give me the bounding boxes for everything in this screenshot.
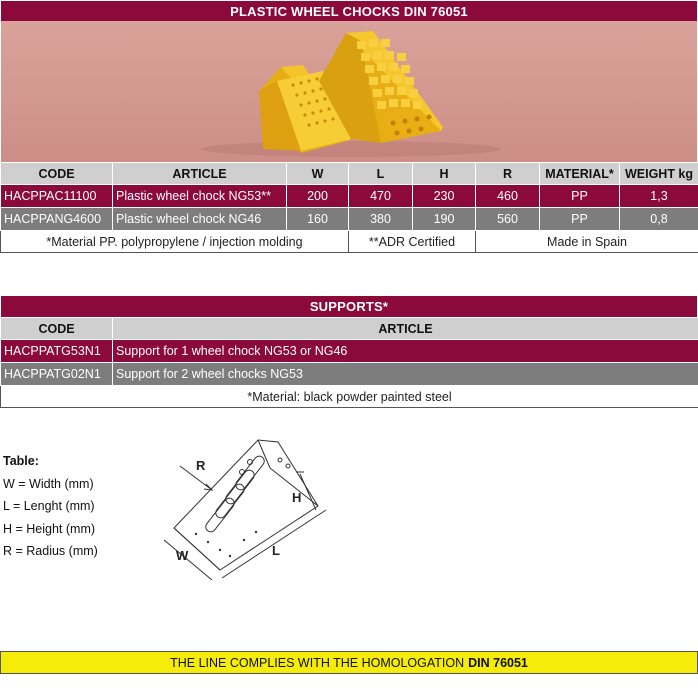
cell-w: 160 [287,208,349,231]
supports-material-note: *Material: black powder painted steel [1,386,698,408]
notes-row [1,231,698,253]
cell-material: PP [540,185,620,208]
table-row [1,363,698,386]
cell-weight: 1,3 [620,185,698,208]
cell-article: Support for 2 wheel chocks NG53 [113,363,698,386]
cell-code: HACPPATG02N1 [1,363,113,386]
cell-w: 200 [287,185,349,208]
cell-code: HACPPATG53N1 [1,340,113,363]
header-l: L [349,163,413,185]
footer-din: DIN 76051 [468,655,528,670]
label-r: R [196,458,206,473]
cell-article: Plastic wheel chock NG46 [113,208,287,231]
footer-text: THE LINE COMPLIES WITH THE HOMOLOGATION [170,655,465,670]
homologation-footer [0,651,698,674]
supports-table [0,317,698,408]
wheel-chocks-table [0,162,698,253]
cell-l: 380 [349,208,413,231]
cell-h: 230 [413,185,476,208]
material-note: *Material PP. polypropylene / injection molding [1,231,349,253]
origin-note: Made in Spain [476,231,698,253]
wheel-chocks-title: PLASTIC WHEEL CHOCKS DIN 76051 [1,1,697,21]
cell-code: HACPPANG4600 [1,208,113,231]
legend-item-radius: R = Radius (mm) [3,544,98,558]
adr-note: **ADR Certified [349,231,476,253]
wheel-chock-illustration [1,21,697,162]
product-photo [1,21,697,162]
cell-material: PP [540,208,620,231]
cell-r: 460 [476,185,540,208]
cell-weight: 0,8 [620,208,698,231]
header-material: MATERIAL* [540,163,620,185]
cell-l: 470 [349,185,413,208]
header-weight: WEIGHT kg [620,163,698,185]
label-l: L [272,543,280,558]
table-header-row [1,318,698,340]
label-w: W [176,548,189,563]
table-header-row [1,163,698,185]
supports-title: SUPPORTS* [1,296,697,317]
cell-article: Plastic wheel chock NG53** [113,185,287,208]
table-row [1,185,698,208]
header-h: H [413,163,476,185]
header-w: W [287,163,349,185]
dimension-legend [3,450,153,563]
header-code: CODE [1,163,113,185]
legend-title: Table: [3,454,39,468]
label-h: H [292,490,302,505]
cell-code: HACPPAC11100 [1,185,113,208]
header-article: ARTICLE [113,163,287,185]
notes-row [1,386,698,408]
header-article: ARTICLE [113,318,698,340]
legend-item-length: L = Lenght (mm) [3,499,95,513]
table-row [1,208,698,231]
dimension-drawing [160,432,340,580]
cell-r: 560 [476,208,540,231]
legend-item-height: H = Height (mm) [3,521,96,536]
header-r: R [476,163,540,185]
header-code: CODE [1,318,113,340]
cell-article: Support for 1 wheel chock NG53 or NG46 [113,340,698,363]
legend-item-width: W = Width (mm) [3,476,94,491]
table-row [1,340,698,363]
cell-h: 190 [413,208,476,231]
